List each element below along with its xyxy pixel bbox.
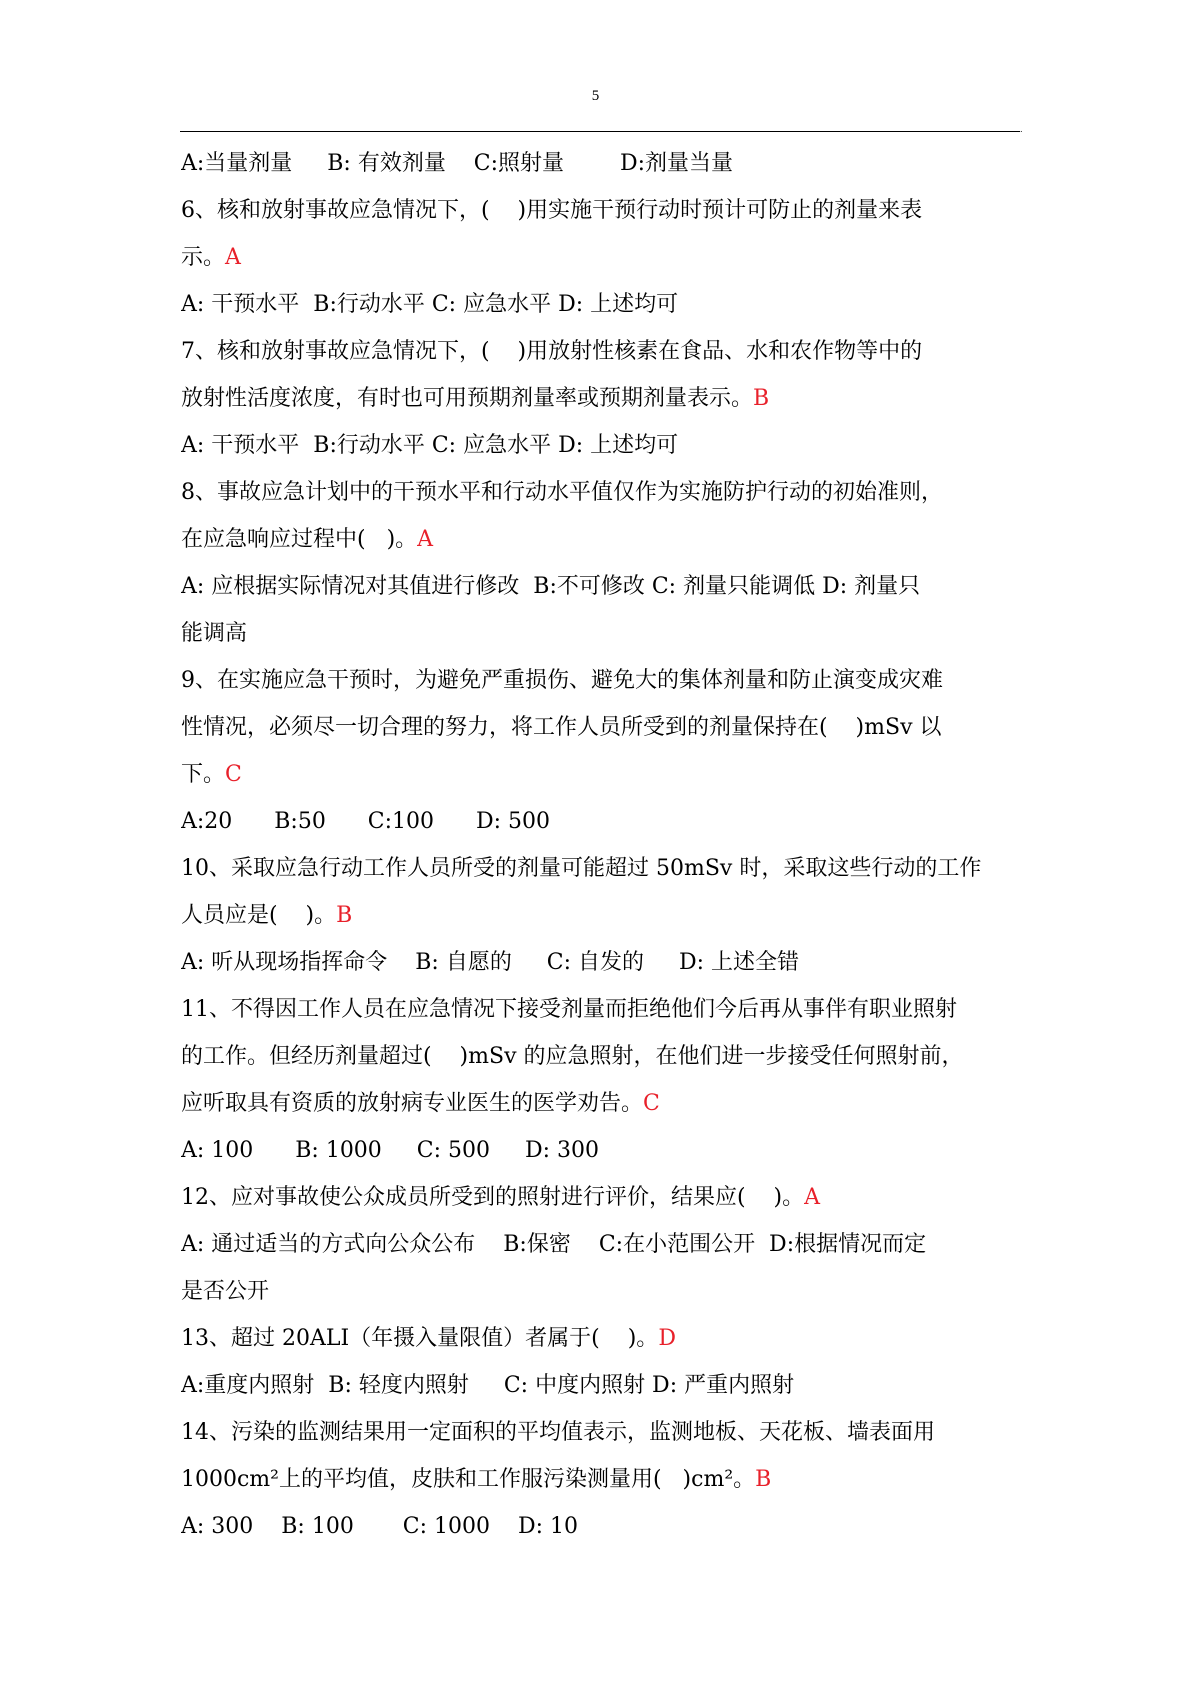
text-line: [181, 657, 1021, 704]
line-text: 下。: [181, 762, 226, 787]
answer-key: B: [336, 903, 353, 928]
line-text: 示。: [181, 245, 226, 270]
text-line: [181, 281, 1021, 328]
text-line: [181, 516, 1021, 563]
answer-key: B: [755, 1467, 772, 1492]
text-line: [181, 328, 1021, 375]
text-line: [181, 234, 1021, 281]
line-text: 11、不得因工作人员在应急情况下接受剂量而拒绝他们今后再从事伴有职业照射: [181, 997, 957, 1022]
answer-key: A: [225, 245, 241, 270]
text-line: [181, 1503, 1021, 1550]
text-line: [181, 1174, 1021, 1221]
text-line: [181, 1221, 1021, 1268]
question-body: [181, 140, 1021, 1550]
line-text: 性情况，必须尽一切合理的努力，将工作人员所受到的剂量保持在( )mSv 以: [181, 715, 942, 740]
text-line: [181, 1268, 1021, 1315]
text-line: [181, 610, 1021, 657]
line-text: A:20 B:50 C:100 D: 500: [181, 809, 551, 834]
text-line: [181, 375, 1021, 422]
text-line: [181, 422, 1021, 469]
line-text: A: 100 B: 1000 C: 500 D: 300: [181, 1138, 599, 1163]
answer-key: A: [804, 1185, 821, 1210]
text-line: [181, 1033, 1021, 1080]
line-text: 放射性活度浓度，有时也可用预期剂量率或预期剂量表示。: [181, 386, 754, 411]
header-corner-mark: .: [1020, 125, 1023, 134]
line-text: 在应急响应过程中( )。: [181, 527, 418, 552]
text-line: [181, 845, 1021, 892]
line-text: A: 干预水平 B:行动水平 C: 应急水平 D: 上述均可: [181, 292, 679, 317]
line-text: A: 听从现场指挥命令 B: 自愿的 C: 自发的 D: 上述全错: [181, 950, 800, 975]
answer-key: D: [658, 1326, 676, 1351]
line-text: 14、污染的监测结果用一定面积的平均值表示，监测地板、天花板、墙表面用: [181, 1420, 935, 1445]
answer-key: A: [417, 527, 434, 552]
line-text: A: 300 B: 100 C: 1000 D: 10: [181, 1514, 579, 1539]
text-line: [181, 751, 1021, 798]
answer-key: C: [643, 1091, 660, 1116]
line-text: 6、核和放射事故应急情况下，( )用实施干预行动时预计可防止的剂量来表: [181, 198, 923, 223]
line-text: 10、采取应急行动工作人员所受的剂量可能超过 50mSv 时，采取这些行动的工作: [181, 856, 982, 881]
line-text: 9、在实施应急干预时，为避免严重损伤、避免大的集体剂量和防止演变成灾难: [181, 668, 943, 693]
line-text: 7、核和放射事故应急情况下，( )用放射性核素在食品、水和农作物等中的: [181, 339, 923, 364]
line-text: A:当量剂量 B: 有效剂量 C:照射量 D:剂量当量: [181, 151, 734, 176]
page-number: 5: [591, 88, 600, 104]
text-line: [181, 469, 1021, 516]
answer-key: C: [225, 762, 242, 787]
text-line: [181, 1409, 1021, 1456]
line-text: A: 应根据实际情况对其值进行修改 B:不可修改 C: 剂量只能调低 D: 剂量只: [181, 574, 921, 599]
text-line: [181, 140, 1021, 187]
answer-key: B: [753, 386, 770, 411]
text-line: [181, 1456, 1021, 1503]
line-text: A: 干预水平 B:行动水平 C: 应急水平 D: 上述均可: [181, 433, 679, 458]
text-line: [181, 798, 1021, 845]
line-text: 12、应对事故使公众成员所受到的照射进行评价，结果应( )。: [181, 1185, 805, 1210]
text-line: [181, 986, 1021, 1033]
text-line: [181, 187, 1021, 234]
line-text: A:重度内照射 B: 轻度内照射 C: 中度内照射 D: 严重内照射: [181, 1373, 795, 1398]
line-text: 的工作。但经历剂量超过( )mSv 的应急照射，在他们进一步接受任何照射前，: [181, 1044, 964, 1069]
text-line: [181, 1315, 1021, 1362]
text-line: [181, 1127, 1021, 1174]
line-text: 是否公开: [181, 1279, 270, 1304]
text-line: [181, 939, 1021, 986]
line-text: 13、超过 20ALI（年摄入量限值）者属于( )。: [181, 1326, 659, 1351]
text-line: [181, 892, 1021, 939]
line-text: 人员应是( )。: [181, 903, 337, 928]
text-line: [181, 1080, 1021, 1127]
line-text: 应听取具有资质的放射病专业医生的医学劝告。: [181, 1091, 644, 1116]
line-text: 能调高: [181, 621, 248, 646]
text-line: [181, 1362, 1021, 1409]
line-text: 8、事故应急计划中的干预水平和行动水平值仅作为实施防护行动的初始准则，: [181, 480, 943, 505]
line-text: 1000cm²上的平均值，皮肤和工作服污染测量用( )cm²。: [181, 1467, 756, 1492]
text-line: [181, 704, 1021, 751]
line-text: A: 通过适当的方式向公众公布 B:保密 C:在小范围公开 D:根据情况而定: [181, 1232, 927, 1257]
header-rule: [180, 131, 1020, 132]
text-line: [181, 563, 1021, 610]
